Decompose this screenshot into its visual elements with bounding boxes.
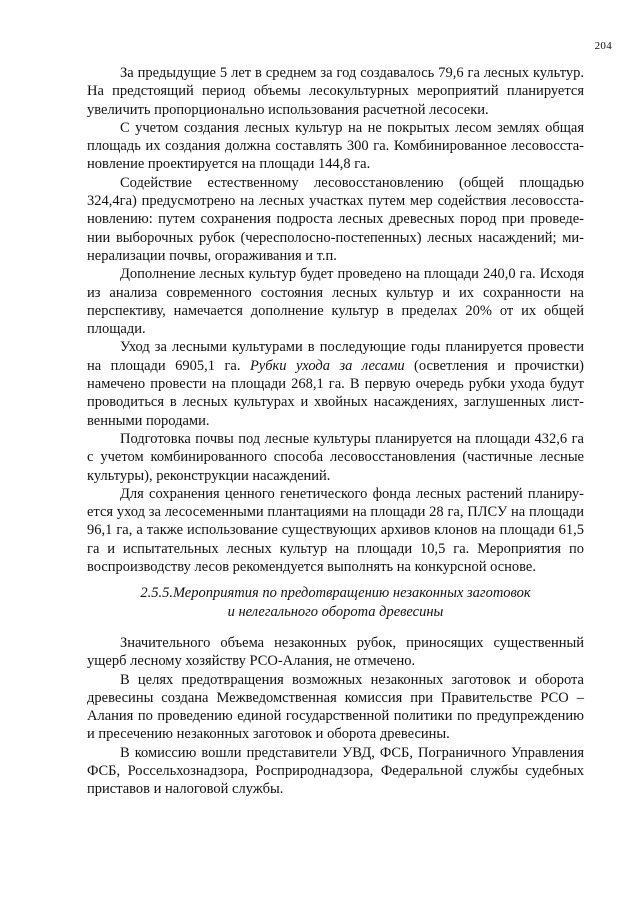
paragraph-genetic-fund: Для сохранения ценного генетического фонда лесных растений планируется уход за лесосеменными плантациями на площади 28 га, ПЛСУ на площади 96,1 га, а также использование существующих архивов клонов на площади 61,5 га и испытательных лесных культур на площади 10,5 га. Мероприятия по воспроизводству лесов рекомендуется выполнять на конкурсной основе.: [87, 485, 584, 576]
paragraph-forest-cultures-area: С учетом создания лесных культур на не покрытых лесом землях общая площадь их создания должна составлять 300 га. Комбинированное лесовосстановление проектируется на площади 144,8 га.: [87, 119, 584, 173]
paragraph-culture-supplement: Дополнение лесных культур будет проведено на площади 240,0 га. Исходя из анализа современного состояния лесных культур и их сохранности на перспективу, намечается дополнение культур в пределах 20% от их общей площади.: [87, 266, 584, 338]
section-heading: [87, 584, 584, 622]
paragraph-natural-regeneration: Содействие естественному лесовосстановлению (общей площадью 324,4га) предусмотрено на лесных участках путем мер содействия лесовосстановлению: путем сохранения подроста лесных древесных пород при проведении выборочных рубок (чересполосно-постепенных) лесных насаждений; минерализации почвы, огораживания и т.п.: [87, 174, 584, 264]
care-text-emphasis: Рубки ухода за лесами: [249, 357, 405, 374]
section-heading-line-1: 2.5.5.Мероприятия по предотвращению незаконных заготовок: [140, 585, 531, 601]
care-text-after: (осветления и прочистки) намечено провести на площади 268,1 га. В первую очередь рубки ухода будут проводиться в лесных культурах и хвойных насаждениях, заглушенных лиственными породами.: [87, 357, 584, 429]
section-heading-line-2: и нелегального оборота древесины: [227, 604, 444, 620]
paragraph-soil-preparation: Подготовка почвы под лесные культуры планируется на площади 432,6 га с учетом комбинированного способа лесовосстановления (частичные лесные культуры), реконструкции насаждений.: [87, 430, 584, 484]
paragraph-forest-cultures-past: За предыдущие 5 лет в среднем за год создавалось 79,6 га лесных культур. На предстоящий период объемы лесокультурных мероприятий планируется увеличить пропорционально использования расчетной лесосеки.: [87, 65, 584, 118]
paragraph-culture-care: [87, 338, 584, 429]
section-body: [87, 634, 584, 799]
page-number: 204: [594, 40, 612, 52]
care-text-before: Уход за лесными культурами в последующие годы планируется провести на площади 6905,1 га.: [87, 339, 584, 374]
paragraph-commission-created: В целях предотвращения возможных незаконных заготовок и оборота древесины создана Межведомственная комиссия при Правительстве РСО – Алания по проведению единой государственной политики по предупреждению и пресечению незаконных заготовок и оборота древесины.: [87, 671, 584, 743]
paragraph-commission-members: В комиссию вошли представители УВД, ФСБ, Пограничного Управления ФСБ, Россельхознадзора, Росприроднадзора, Федеральной службы судебных приставов и налоговой службы.: [87, 744, 584, 798]
document-body: [87, 64, 584, 576]
paragraph-illegal-logging: Значительного объема незаконных рубок, приносящих существенный ущерб лесному хозяйству РСО-Алания, не отмечено.: [87, 635, 584, 670]
